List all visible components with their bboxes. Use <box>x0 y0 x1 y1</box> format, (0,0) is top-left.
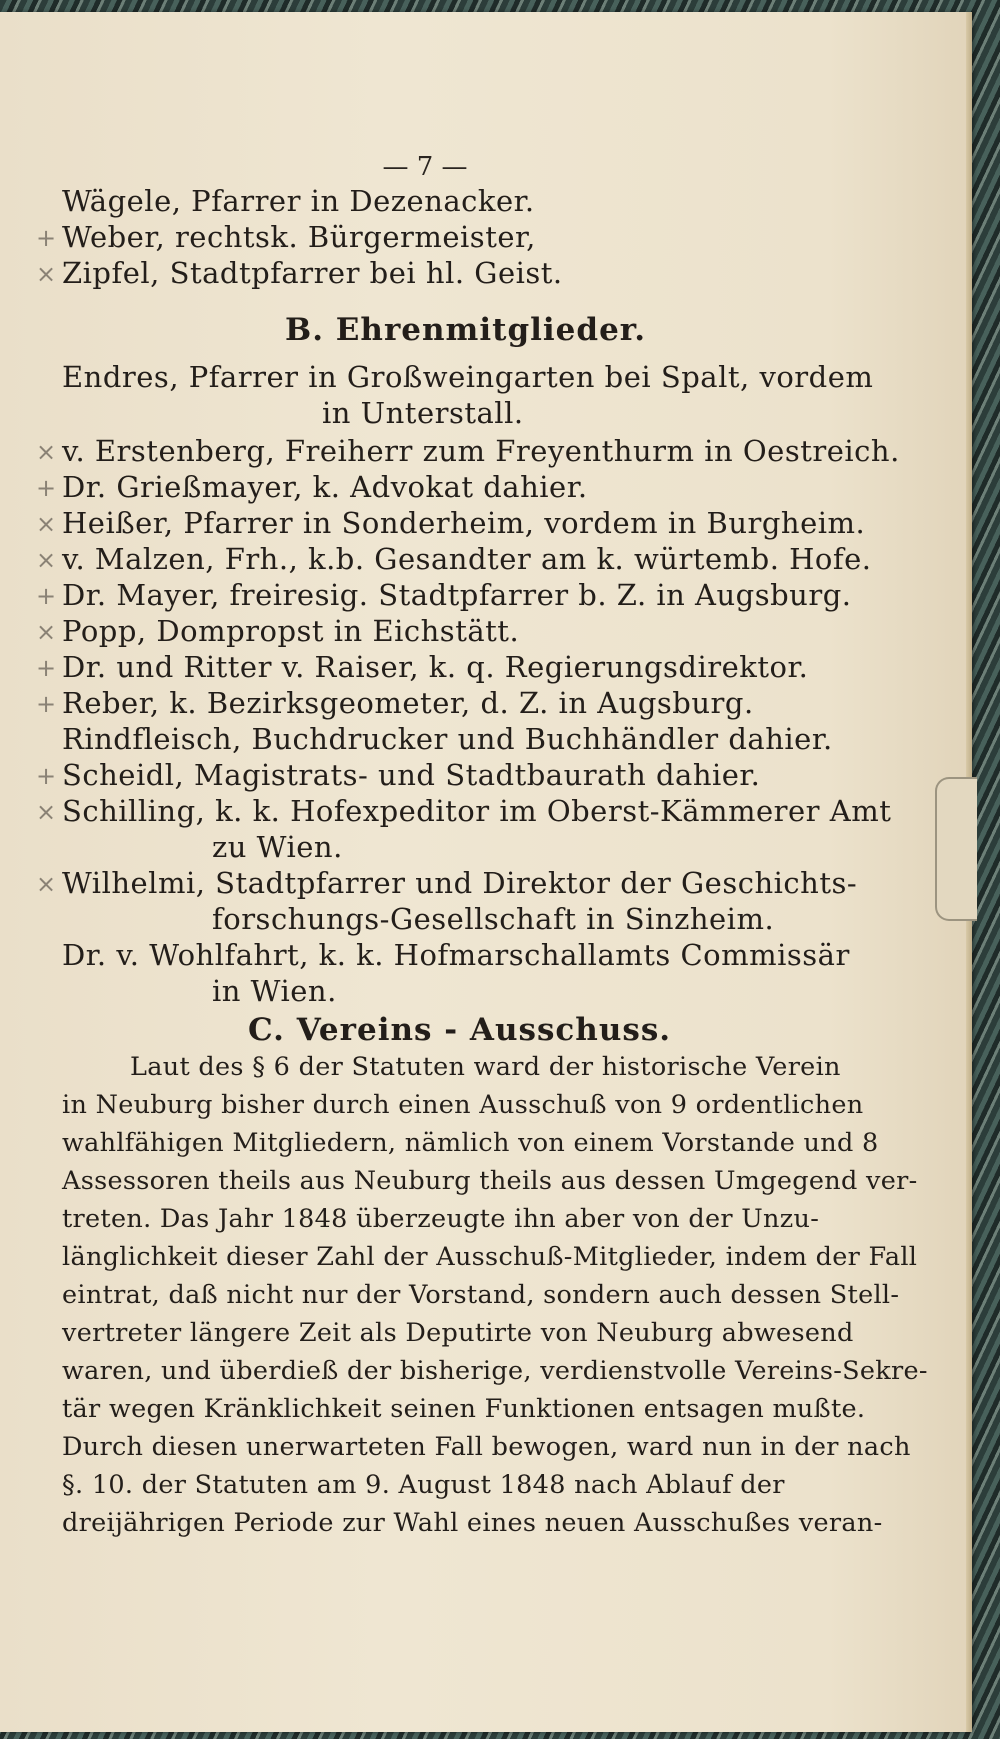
margin-mark: + <box>36 762 57 790</box>
margin-mark: + <box>36 474 57 502</box>
margin-mark: × <box>36 260 57 288</box>
member-entry: Popp, Dompropst in Eichstätt. <box>62 614 520 648</box>
member-entry: Zipfel, Stadtpfarrer bei hl. Geist. <box>62 256 563 290</box>
section-b-heading: B. Ehrenmitglieder. <box>285 312 647 348</box>
margin-mark: + <box>36 654 57 682</box>
member-entry: Rindfleisch, Buchdrucker und Buchhändler dahier. <box>62 722 833 756</box>
member-entry-continuation: in Wien. <box>212 974 337 1008</box>
section-c-heading: C. Vereins - Ausschuss. <box>248 1012 672 1048</box>
book-page <box>0 12 972 1732</box>
margin-mark: + <box>36 224 57 252</box>
member-entry: Dr. v. Wohlfahrt, k. k. Hofmarschallamts Commissär <box>62 938 850 972</box>
margin-mark: × <box>36 870 57 898</box>
margin-mark: × <box>36 546 57 574</box>
member-entry: Dr. und Ritter v. Raiser, k. q. Regierungsdirektor. <box>62 650 809 684</box>
margin-mark: × <box>36 798 57 826</box>
paragraph-line: vertreter längere Zeit als Deputirte von Neuburg abwesend <box>62 1318 854 1348</box>
paragraph-line: §. 10. der Statuten am 9. August 1848 nach Ablauf der <box>62 1470 785 1500</box>
member-entry: Scheidl, Magistrats- und Stadtbaurath dahier. <box>62 758 761 792</box>
paragraph-line: treten. Das Jahr 1848 überzeugte ihn aber von der Unzu- <box>62 1204 820 1234</box>
page-tab <box>935 777 977 921</box>
margin-mark: + <box>36 582 57 610</box>
margin-mark: + <box>36 690 57 718</box>
member-entry: Wilhelmi, Stadtpfarrer und Direktor der Geschichts- <box>62 866 858 900</box>
paragraph-line: Durch diesen unerwarteten Fall bewogen, ward nun in der nach <box>62 1432 911 1462</box>
margin-mark: × <box>36 438 57 466</box>
member-entry: v. Erstenberg, Freiherr zum Freyenthurm in Oestreich. <box>62 434 900 468</box>
paragraph-line: dreijährigen Periode zur Wahl eines neuen Ausschußes veran- <box>62 1508 883 1538</box>
member-entry: Wägele, Pfarrer in Dezenacker. <box>62 184 535 218</box>
member-entry: Endres, Pfarrer in Großweingarten bei Spalt, vordem <box>62 360 874 394</box>
paragraph-line: Laut des § 6 der Statuten ward der historische Verein <box>130 1052 841 1082</box>
member-entry: v. Malzen, Frh., k.b. Gesandter am k. würtemb. Hofe. <box>62 542 872 576</box>
paragraph-line: Assessoren theils aus Neuburg theils aus dessen Umgegend ver- <box>62 1166 918 1196</box>
member-entry: Reber, k. Bezirksgeometer, d. Z. in Augsburg. <box>62 686 754 720</box>
member-entry-continuation: in Unterstall. <box>322 396 524 430</box>
paragraph-line: tär wegen Kränklichkeit seinen Funktionen entsagen mußte. <box>62 1394 866 1424</box>
member-entry: Dr. Grießmayer, k. Advokat dahier. <box>62 470 588 504</box>
margin-mark: × <box>36 618 57 646</box>
member-entry: Heißer, Pfarrer in Sonderheim, vordem in Burgheim. <box>62 506 866 540</box>
page-number: — 7 — <box>382 152 468 182</box>
member-entry-continuation: forschungs-Gesellschaft in Sinzheim. <box>212 902 775 936</box>
member-entry: Schilling, k. k. Hofexpeditor im Oberst-Kämmerer Amt <box>62 794 892 828</box>
paragraph-line: wahlfähigen Mitgliedern, nämlich von einem Vorstande und 8 <box>62 1128 879 1158</box>
member-entry: Dr. Mayer, freiresig. Stadtpfarrer b. Z. in Augsburg. <box>62 578 852 612</box>
member-entry-continuation: zu Wien. <box>212 830 343 864</box>
paragraph-line: waren, und überdieß der bisherige, verdienstvolle Vereins-Sekre- <box>62 1356 928 1386</box>
paragraph-line: länglichkeit dieser Zahl der Ausschuß-Mitglieder, indem der Fall <box>62 1242 918 1272</box>
paragraph-line: eintrat, daß nicht nur der Vorstand, sondern auch dessen Stell- <box>62 1280 900 1310</box>
margin-mark: × <box>36 510 57 538</box>
paragraph-line: in Neuburg bisher durch einen Ausschuß von 9 ordentlichen <box>62 1090 864 1120</box>
member-entry: Weber, rechtsk. Bürgermeister, <box>62 220 536 254</box>
